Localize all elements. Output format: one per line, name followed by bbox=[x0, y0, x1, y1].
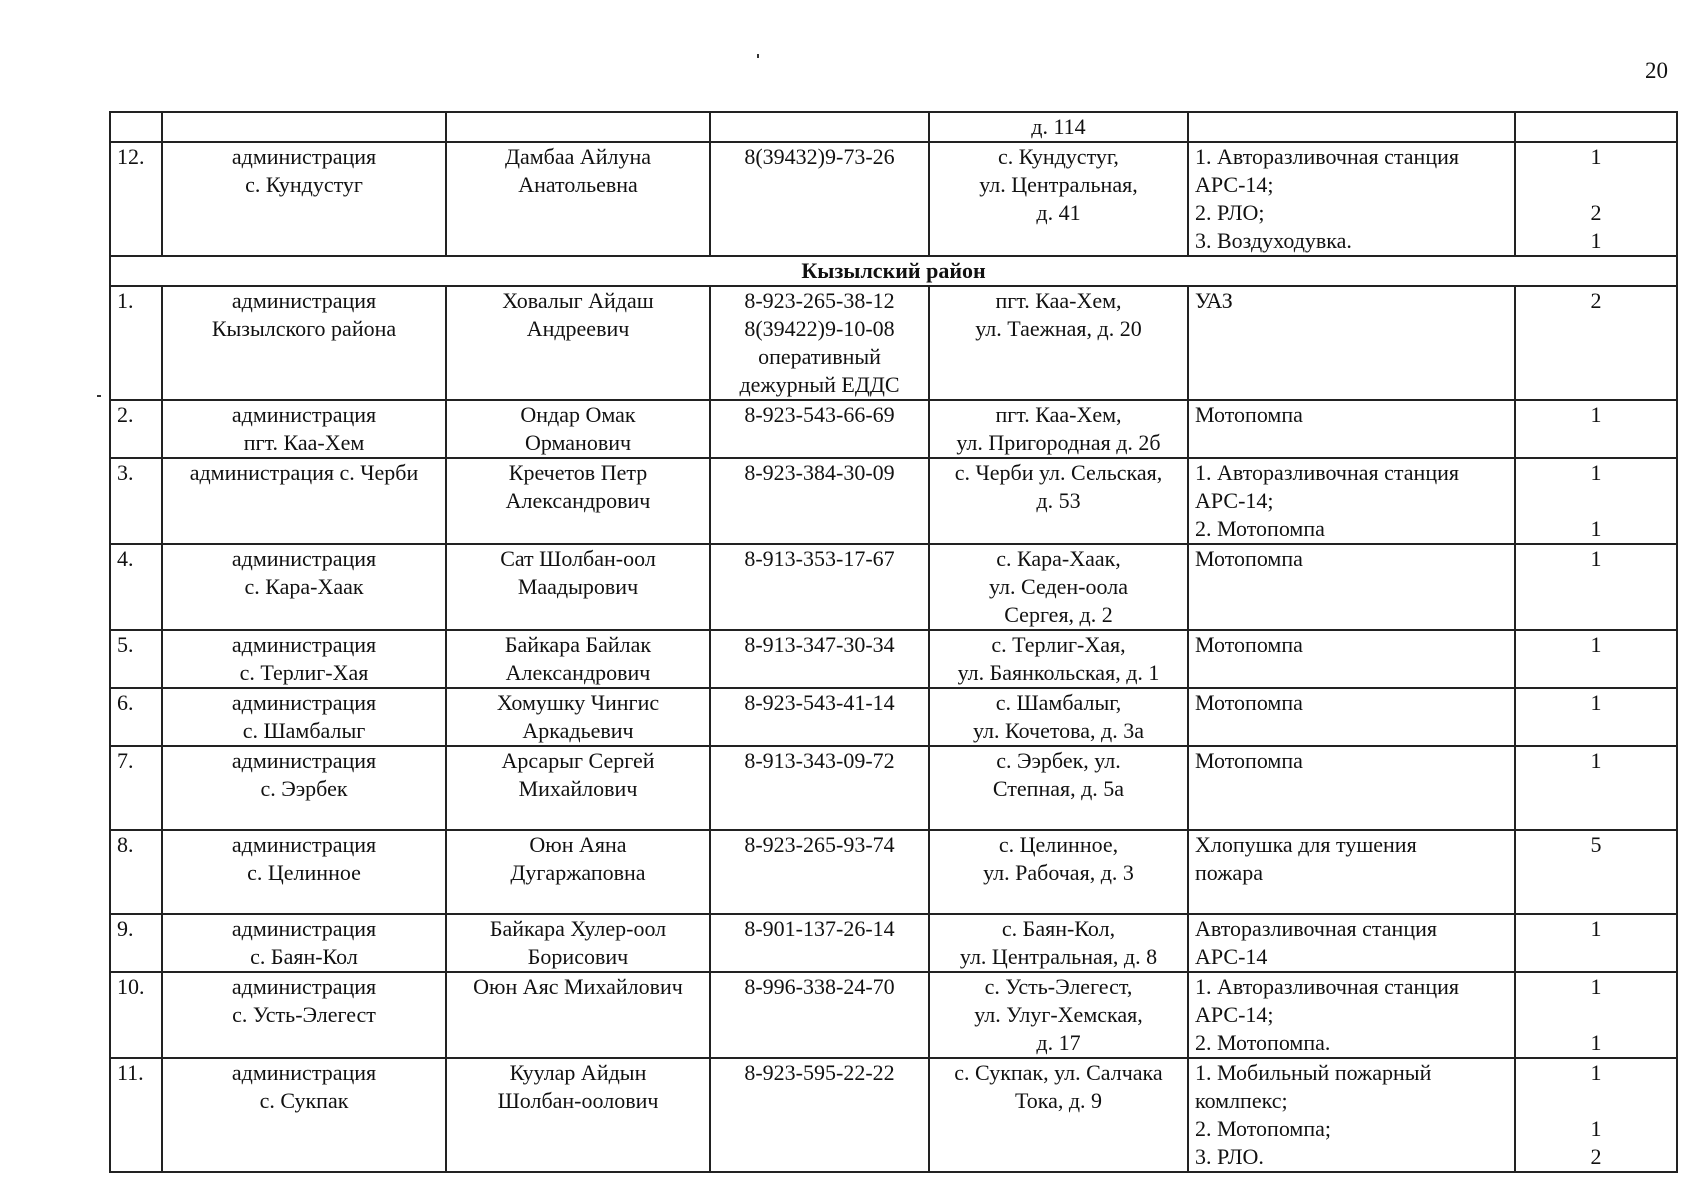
row-number: 11. bbox=[110, 1058, 162, 1172]
equipment-cell bbox=[1188, 1058, 1515, 1172]
row-number: 4. bbox=[110, 544, 162, 630]
address-line: с. Кундустуг, bbox=[998, 144, 1119, 169]
equipment-line: Мотопомпа bbox=[1195, 632, 1303, 657]
address-line: с. Ээрбек, ул. bbox=[996, 748, 1121, 773]
address-line: с. Сукпак, ул. Салчака bbox=[954, 1060, 1163, 1085]
contact-name-cell bbox=[446, 972, 710, 1058]
address-line: д. 17 bbox=[1036, 1030, 1081, 1055]
equipment-line: 1. Авторазливочная станция bbox=[1195, 974, 1459, 999]
equipment-line: 2. Мотопомпа bbox=[1195, 516, 1325, 541]
row-number: 5. bbox=[110, 630, 162, 688]
table-row bbox=[110, 112, 1677, 142]
quantity-cell bbox=[1515, 914, 1677, 972]
phone-cell bbox=[710, 458, 929, 544]
equipment-line: комлпекс; bbox=[1195, 1088, 1288, 1113]
phone-line: 8-923-595-22-22 bbox=[744, 1060, 895, 1085]
organization-line: администрация bbox=[231, 690, 377, 715]
address-line: с. Черби ул. Сельская, bbox=[954, 460, 1163, 485]
address-line: с. Целинное, bbox=[998, 832, 1119, 857]
quantity-line: 1 bbox=[1590, 1116, 1602, 1141]
phone-line: 8-923-543-41-14 bbox=[744, 690, 895, 715]
address-cell: д. 114 bbox=[929, 112, 1188, 142]
phone-line: 8-923-265-38-12 bbox=[744, 288, 895, 313]
equipment-cell bbox=[1188, 458, 1515, 544]
contact-name-line: Сат Шолбан-оол bbox=[500, 546, 656, 571]
row-number: 1. bbox=[110, 286, 162, 400]
contact-name-cell bbox=[446, 630, 710, 688]
contact-name-line: Александрович bbox=[505, 660, 651, 685]
contact-name-line: Хомушку Чингис bbox=[496, 690, 660, 715]
row-number: 9. bbox=[110, 914, 162, 972]
contact-name-line: Байкара Хулер-оол bbox=[489, 916, 667, 941]
phone-cell bbox=[710, 544, 929, 630]
equipment-cell bbox=[1188, 400, 1515, 458]
contact-name-line: Ховалыг Айдаш bbox=[502, 288, 654, 313]
equipment-line: 2. РЛО; bbox=[1195, 200, 1265, 225]
organization-cell bbox=[162, 400, 446, 458]
row-number: 8. bbox=[110, 830, 162, 914]
phone-cell bbox=[710, 830, 929, 914]
phone-line: 8-996-338-24-70 bbox=[744, 974, 895, 999]
address-cell bbox=[929, 286, 1188, 400]
address-line: Сергея, д. 2 bbox=[1004, 602, 1113, 627]
quantity-line: 2 bbox=[1590, 1144, 1602, 1169]
phone-line: 8-913-343-09-72 bbox=[744, 748, 895, 773]
address-cell bbox=[929, 142, 1188, 256]
address-cell bbox=[929, 630, 1188, 688]
contact-name-cell bbox=[446, 458, 710, 544]
quantity-line: 1 bbox=[1590, 516, 1602, 541]
quantity-line bbox=[1522, 1001, 1670, 1029]
address-line: д. 53 bbox=[1036, 488, 1081, 513]
address-line: пгт. Каа-Хем, bbox=[995, 288, 1122, 313]
contact-name-line: Ондар Омак bbox=[520, 402, 636, 427]
organization-line: администрация bbox=[231, 402, 377, 427]
contact-name-line: Маадырович bbox=[517, 574, 639, 599]
address-line: с. Усть-Элегест, bbox=[984, 974, 1133, 999]
organization-line: администрация bbox=[231, 1060, 377, 1085]
organization-line: с. Усть-Элегест bbox=[232, 1002, 376, 1027]
equipment-line: 1. Авторазливочная станция bbox=[1195, 460, 1459, 485]
phone-cell bbox=[710, 688, 929, 746]
contact-name-line: Михайлович bbox=[518, 776, 638, 801]
address-line: ул. Таежная, д. 20 bbox=[975, 316, 1142, 341]
organization-line: администрация bbox=[231, 916, 377, 941]
contact-name-cell bbox=[446, 142, 710, 256]
organization-line: Кызылского района bbox=[211, 316, 397, 341]
contact-name-cell bbox=[446, 830, 710, 914]
equipment-line: пожара bbox=[1195, 860, 1263, 885]
address-line: Тока, д. 9 bbox=[1014, 1088, 1103, 1113]
equipment-cell bbox=[1188, 830, 1515, 914]
equipment-cell bbox=[1188, 914, 1515, 972]
contact-name-cell bbox=[446, 688, 710, 746]
equipment-line: Мотопомпа bbox=[1195, 690, 1303, 715]
phone-line: 8-923-384-30-09 bbox=[744, 460, 895, 485]
table-row bbox=[110, 830, 1677, 914]
quantity-line: 1 bbox=[1590, 402, 1602, 427]
quantity-cell bbox=[1515, 630, 1677, 688]
contact-name-line: Анатольевна bbox=[518, 172, 638, 197]
address-line: пгт. Каа-Хем, bbox=[995, 402, 1122, 427]
organization-cell bbox=[162, 830, 446, 914]
equipment-line: 3. РЛО. bbox=[1195, 1144, 1264, 1169]
phone-cell bbox=[710, 746, 929, 830]
address-line: ул. Баянкольская, д. 1 bbox=[957, 660, 1160, 685]
table-row bbox=[110, 630, 1677, 688]
contact-name-line: Борисович bbox=[527, 944, 629, 969]
equipment-line: АРС-14; bbox=[1195, 172, 1274, 197]
contact-name-line: Оюн Аяна bbox=[529, 832, 627, 857]
page-number: 20 bbox=[1645, 58, 1668, 83]
address-cell bbox=[929, 458, 1188, 544]
quantity-line bbox=[1522, 1087, 1670, 1115]
quantity-line: 1 bbox=[1590, 144, 1602, 169]
quantity-line: 1 bbox=[1590, 632, 1602, 657]
equipment-line: 2. Мотопомпа; bbox=[1195, 1116, 1331, 1141]
equipment-line: АРС-14; bbox=[1195, 1002, 1274, 1027]
phone-line: оперативный bbox=[758, 344, 881, 369]
contact-name-line: Шолбан-оолович bbox=[497, 1088, 659, 1113]
address-cell bbox=[929, 688, 1188, 746]
organization-line: администрация с. Черби bbox=[189, 460, 419, 485]
address-line: ул. Улуг-Хемская, bbox=[974, 1002, 1143, 1027]
organization-line: с. Целинное bbox=[247, 860, 361, 885]
table-row bbox=[110, 544, 1677, 630]
quantity-line: 1 bbox=[1590, 1030, 1602, 1055]
organization-line: с. Ээрбек bbox=[260, 776, 348, 801]
row-number: 2. bbox=[110, 400, 162, 458]
organization-line: с. Сукпак bbox=[259, 1088, 349, 1113]
quantity-cell bbox=[1515, 458, 1677, 544]
quantity-line: 2 bbox=[1590, 288, 1602, 313]
contact-name-line: Дугаржаповна bbox=[510, 860, 646, 885]
contact-name-line: Байкара Байлак bbox=[504, 632, 652, 657]
equipment-line: 3. Воздуходувка. bbox=[1195, 228, 1352, 253]
table-row bbox=[110, 972, 1677, 1058]
equipment-line: Хлопушка для тушения bbox=[1195, 832, 1417, 857]
quantity-cell bbox=[1515, 544, 1677, 630]
table-row bbox=[110, 688, 1677, 746]
table-row bbox=[110, 458, 1677, 544]
row-number: 7. bbox=[110, 746, 162, 830]
quantity-line: 1 bbox=[1590, 974, 1602, 999]
quantity-line: 1 bbox=[1590, 1060, 1602, 1085]
table-row bbox=[110, 286, 1677, 400]
quantity-cell bbox=[1515, 286, 1677, 400]
phone-line: 8-913-353-17-67 bbox=[744, 546, 895, 571]
phone-cell bbox=[710, 1058, 929, 1172]
address-line: с. Кара-Хаак, bbox=[996, 546, 1121, 571]
address-line: ул. Седен-оола bbox=[989, 574, 1128, 599]
quantity-line: 1 bbox=[1590, 748, 1602, 773]
quantity-line: 2 bbox=[1590, 200, 1602, 225]
organization-line: администрация bbox=[231, 974, 377, 999]
organization-cell bbox=[162, 458, 446, 544]
address-line: ул. Пригородная д. 2б bbox=[956, 430, 1161, 455]
contact-name-line: Кречетов Петр bbox=[508, 460, 648, 485]
contact-name-cell bbox=[446, 914, 710, 972]
address-line: с. Терлиг-Хая, bbox=[991, 632, 1126, 657]
address-cell bbox=[929, 544, 1188, 630]
table-row bbox=[110, 142, 1677, 256]
equipment-cell bbox=[1188, 972, 1515, 1058]
equipment-line: УАЗ bbox=[1195, 288, 1233, 313]
organization-line: с. Терлиг-Хая bbox=[239, 660, 369, 685]
equipment-line: АРС-14 bbox=[1195, 944, 1268, 969]
phone-line: 8(39422)9-10-08 bbox=[744, 316, 895, 341]
row-number: 12. bbox=[110, 142, 162, 256]
address-cell bbox=[929, 972, 1188, 1058]
phone-line: 8-923-265-93-74 bbox=[744, 832, 895, 857]
contact-name-cell bbox=[446, 1058, 710, 1172]
phone-cell bbox=[710, 400, 929, 458]
contact-name-line: Арсарыг Сергей bbox=[501, 748, 655, 773]
organization-line: с. Шамбалыг bbox=[242, 718, 366, 743]
address-cell bbox=[929, 1058, 1188, 1172]
organization-cell bbox=[162, 972, 446, 1058]
phone-cell bbox=[710, 286, 929, 400]
organization-cell bbox=[162, 746, 446, 830]
organization-line: администрация bbox=[231, 832, 377, 857]
quantity-cell bbox=[1515, 972, 1677, 1058]
organization-line: с. Кара-Хаак bbox=[244, 574, 364, 599]
quantity-line: 1 bbox=[1590, 546, 1602, 571]
phone-line: 8-913-347-30-34 bbox=[744, 632, 895, 657]
contact-name-line: Дамбаа Айлуна bbox=[504, 144, 652, 169]
address-line: ул. Рабочая, д. 3 bbox=[983, 860, 1134, 885]
phone-line: 8(39432)9-73-26 bbox=[744, 144, 895, 169]
equipment-line: 1. Мобильный пожарный bbox=[1195, 1060, 1432, 1085]
contact-name-line: Аркадьевич bbox=[522, 718, 634, 743]
equipment-cell bbox=[1188, 630, 1515, 688]
contact-name-cell bbox=[446, 400, 710, 458]
equipment-line: АРС-14; bbox=[1195, 488, 1274, 513]
organization-line: с. Кундустуг bbox=[245, 172, 363, 197]
organization-cell bbox=[162, 914, 446, 972]
phone-cell bbox=[710, 972, 929, 1058]
quantity-cell bbox=[1515, 688, 1677, 746]
phone-line: дежурный ЕДДС bbox=[739, 372, 900, 397]
organization-cell bbox=[162, 544, 446, 630]
quantity-line: 1 bbox=[1590, 228, 1602, 253]
equipment-line: 1. Авторазливочная станция bbox=[1195, 144, 1459, 169]
table-row bbox=[110, 914, 1677, 972]
address-line: ул. Кочетова, д. 3а bbox=[973, 718, 1144, 743]
address-cell bbox=[929, 400, 1188, 458]
contact-name-cell bbox=[446, 544, 710, 630]
organization-line: администрация bbox=[231, 144, 377, 169]
scan-artifact bbox=[757, 54, 759, 58]
organization-line: пгт. Каа-Хем bbox=[243, 430, 365, 455]
address-line: с. Шамбалыг, bbox=[995, 690, 1122, 715]
district-header-row bbox=[110, 256, 1677, 286]
table-row bbox=[110, 746, 1677, 830]
equipment-cell bbox=[1188, 142, 1515, 256]
phone-line: 8-901-137-26-14 bbox=[744, 916, 895, 941]
organization-cell bbox=[162, 142, 446, 256]
row-number: 6. bbox=[110, 688, 162, 746]
equipment-cell bbox=[1188, 544, 1515, 630]
organization-cell bbox=[162, 630, 446, 688]
row-number: 3. bbox=[110, 458, 162, 544]
quantity-cell bbox=[1515, 400, 1677, 458]
contact-name-cell bbox=[446, 746, 710, 830]
row-number: 10. bbox=[110, 972, 162, 1058]
phone-cell bbox=[710, 914, 929, 972]
quantity-line bbox=[1522, 171, 1670, 199]
organization-line: администрация bbox=[231, 546, 377, 571]
phone-cell bbox=[710, 142, 929, 256]
organization-cell bbox=[162, 1058, 446, 1172]
organization-line: администрация bbox=[231, 748, 377, 773]
table-row bbox=[110, 1058, 1677, 1172]
organization-cell bbox=[162, 286, 446, 400]
phone-line: 8-923-543-66-69 bbox=[744, 402, 895, 427]
equipment-line: Мотопомпа bbox=[1195, 748, 1303, 773]
contact-name-line: Оюн Аяс Михайлович bbox=[473, 974, 683, 999]
quantity-cell bbox=[1515, 746, 1677, 830]
address-cell bbox=[929, 914, 1188, 972]
equipment-line: Мотопомпа bbox=[1195, 402, 1303, 427]
table-row bbox=[110, 400, 1677, 458]
contact-name-line: Орманович bbox=[524, 430, 632, 455]
organization-line: администрация bbox=[231, 632, 377, 657]
organization-line: администрация bbox=[231, 288, 377, 313]
equipment-line: 2. Мотопомпа. bbox=[1195, 1030, 1331, 1055]
district-title: Кызылский район bbox=[110, 256, 1677, 286]
quantity-cell bbox=[1515, 1058, 1677, 1172]
quantity-cell bbox=[1515, 142, 1677, 256]
equipment-line: Мотопомпа bbox=[1195, 546, 1303, 571]
address-line: с. Баян-Кол, bbox=[1001, 916, 1116, 941]
contact-name-line: Александрович bbox=[505, 488, 651, 513]
scan-artifact bbox=[97, 395, 101, 397]
address-line: Степная, д. 5а bbox=[992, 776, 1125, 801]
address-cell bbox=[929, 830, 1188, 914]
quantity-line: 5 bbox=[1590, 832, 1602, 857]
organization-line: с. Баян-Кол bbox=[250, 944, 358, 969]
contact-name-line: Куулар Айдын bbox=[509, 1060, 647, 1085]
equipment-cell bbox=[1188, 286, 1515, 400]
address-line: ул. Центральная, bbox=[979, 172, 1138, 197]
equipment-cell bbox=[1188, 746, 1515, 830]
quantity-line: 1 bbox=[1590, 916, 1602, 941]
equipment-line: Авторазливочная станция bbox=[1195, 916, 1437, 941]
equipment-cell bbox=[1188, 688, 1515, 746]
address-cell bbox=[929, 746, 1188, 830]
quantity-line: 1 bbox=[1590, 460, 1602, 485]
quantity-cell bbox=[1515, 830, 1677, 914]
quantity-line bbox=[1522, 487, 1670, 515]
equipment-table bbox=[109, 111, 1678, 1173]
address-line: д. 41 bbox=[1036, 200, 1081, 225]
quantity-line: 1 bbox=[1590, 690, 1602, 715]
contact-name-cell bbox=[446, 286, 710, 400]
organization-cell bbox=[162, 688, 446, 746]
address-line: ул. Центральная, д. 8 bbox=[959, 944, 1158, 969]
contact-name-line: Андреевич bbox=[526, 316, 630, 341]
phone-cell bbox=[710, 630, 929, 688]
